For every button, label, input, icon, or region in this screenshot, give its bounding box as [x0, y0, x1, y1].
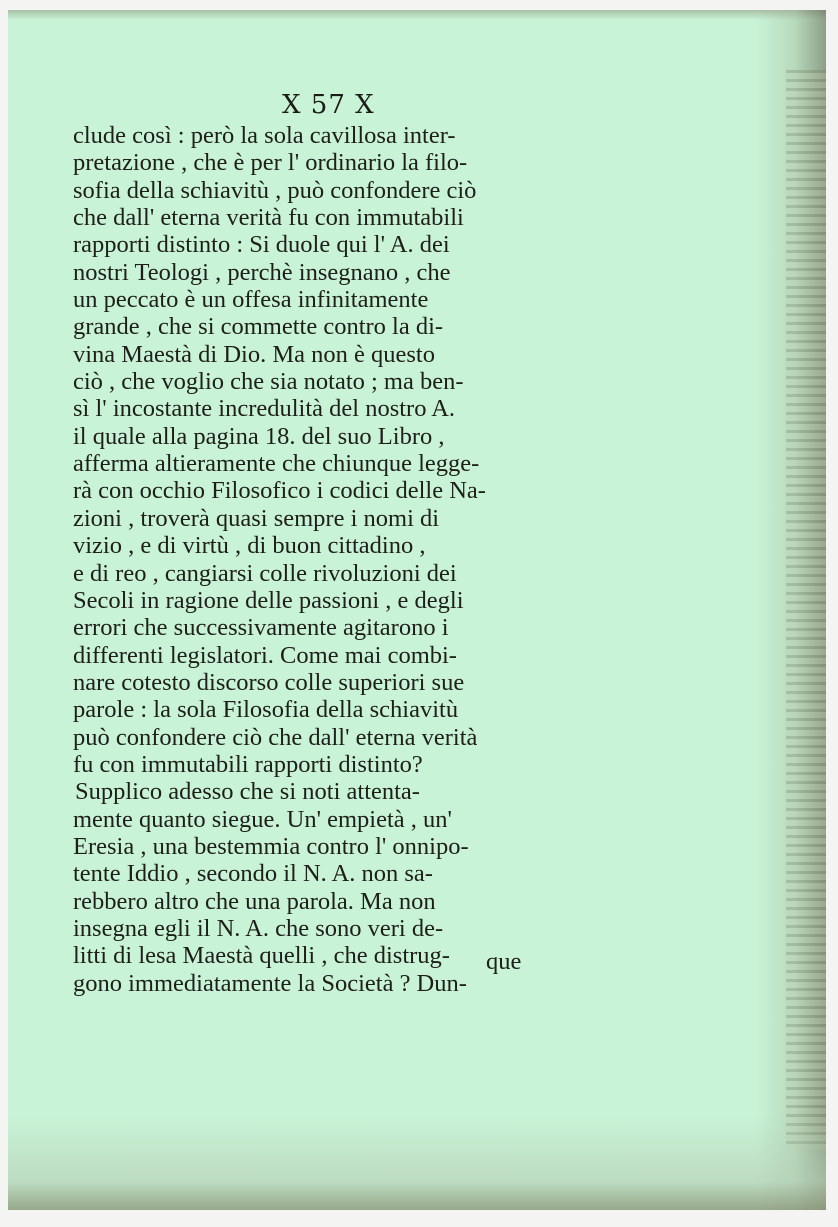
- text-line: litti di lesa Maestà quelli , che distrug-: [73, 942, 450, 970]
- text-line: vina Maestà di Dio. Ma non è questo: [73, 340, 435, 368]
- text-line: clude così : però la sola cavillosa inter-: [73, 122, 456, 149]
- text-line: sofia della schiavitù , può confondere ciò: [73, 176, 477, 204]
- text-line: un peccato è un offesa infinitamente: [73, 286, 429, 314]
- text-line: pretazione , che è per l' ordinario la filo-: [73, 149, 468, 177]
- text-line: vizio , e di virtù , di buon cittadino ,: [73, 532, 426, 560]
- text-line: grande , che si commette contro la di-: [73, 313, 444, 341]
- text-line: rebbero altro che una parola. Ma non: [73, 887, 436, 915]
- text-line: nare cotesto discorso colle superiori sue: [73, 668, 465, 696]
- page-body-text: [73, 122, 578, 997]
- text-line: afferma altieramente che chiunque legge-: [73, 450, 480, 478]
- text-line: rà con occhio Filosofico i codici delle Na-: [73, 477, 486, 505]
- text-line: che dall' eterna verità fu con immutabili: [73, 204, 464, 232]
- text-line: tente Iddio , secondo il N. A. non sa-: [73, 860, 433, 888]
- text-line: zioni , troverà quasi sempre i nomi di: [73, 504, 440, 532]
- text-line: e di reo , cangiarsi colle rivoluzioni dei: [73, 559, 457, 587]
- text-line: gono immediatamente la Società ? Dun-: [73, 969, 467, 997]
- text-line: può confondere ciò che dall' eterna verità: [73, 723, 478, 751]
- text-line: insegna egli il N. A. che sono veri de-: [73, 914, 444, 942]
- text-line: rapporti distinto : Si duole qui l' A. dei: [73, 231, 450, 259]
- paper-sheet: [8, 10, 826, 1210]
- bottom-edge-shadow: [8, 1115, 826, 1210]
- top-edge-shadow: [8, 10, 826, 20]
- text-line: nostri Teologi , perchè insegnano , che: [73, 258, 451, 286]
- catchword: que: [486, 948, 522, 975]
- text-line: il quale alla pagina 18. del suo Libro ,: [73, 422, 445, 450]
- text-line: Secoli in ragione delle passioni , e degli: [73, 586, 464, 614]
- text-line: Supplico adesso che si noti attenta-: [75, 778, 420, 806]
- text-line: Eresia , una bestemmia contro l' onnipo-: [73, 832, 469, 860]
- page-number-header: X 57 X: [282, 90, 375, 120]
- text-line: fu con immutabili rapporti distinto?: [73, 750, 423, 778]
- text-line: differenti legislatori. Come mai combi-: [73, 641, 457, 669]
- text-line: parole : la sola Filosofia della schiavitù: [73, 696, 459, 724]
- text-line: mente quanto siegue. Un' empietà , un': [73, 805, 452, 833]
- text-line: sì l' incostante incredulità del nostro A.: [73, 395, 456, 423]
- text-line: ciò , che voglio che sia notato ; ma ben-: [73, 368, 464, 396]
- deckled-right-edge: [786, 70, 826, 1150]
- text-line: errori che successivamente agitarono i: [73, 614, 449, 642]
